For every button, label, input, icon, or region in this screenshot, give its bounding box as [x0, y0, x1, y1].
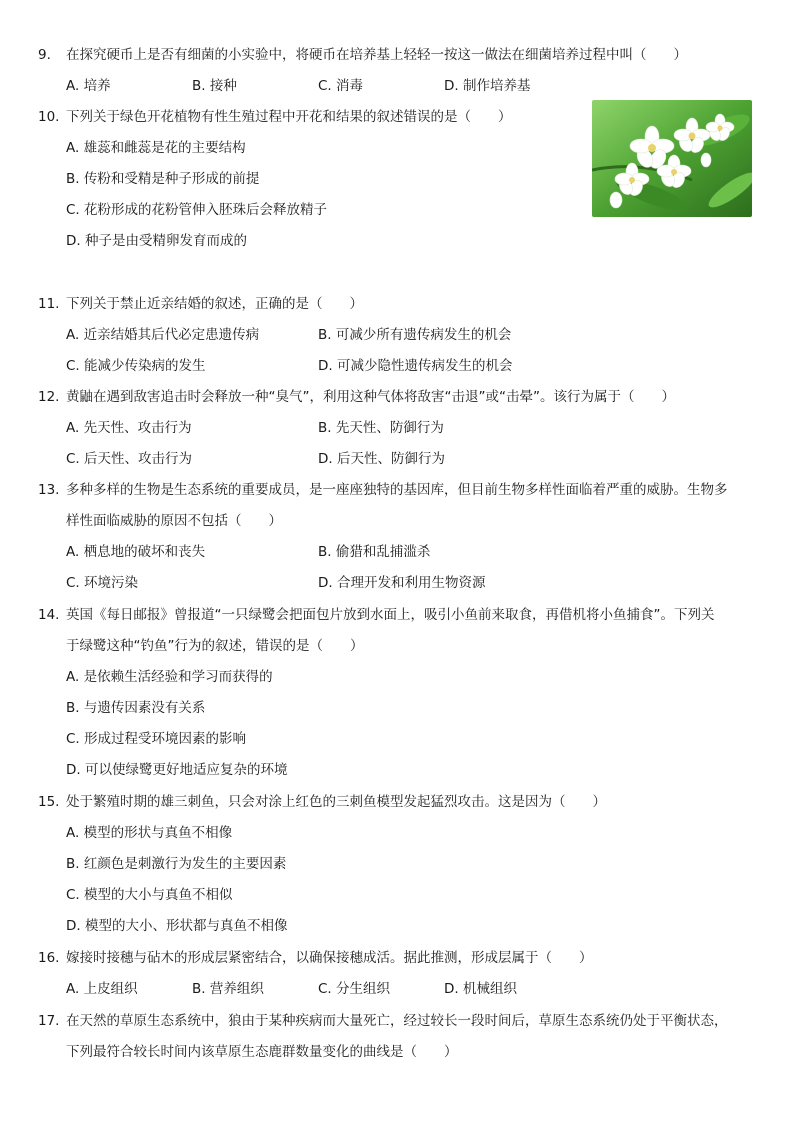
option-c: C. 环境污染 — [66, 575, 139, 591]
question-stem: 下列关于禁止近亲结婚的叙述，正确的是（ ） — [66, 296, 363, 312]
option-a: A. 近亲结婚其后代必定患遗传病 — [66, 327, 260, 343]
option-a: A. 上皮组织 — [66, 981, 138, 997]
option-c: C. 分生组织 — [318, 981, 391, 997]
option-b: B. 接种 — [192, 78, 237, 94]
option-a: A. 雄蕊和雌蕊是花的主要结构 — [66, 140, 246, 156]
question-stem: 处于繁殖时期的雄三刺鱼，只会对涂上红色的三刺鱼模型发起猛烈攻击。这是因为（ ） — [66, 794, 606, 810]
question-stem: 嫁接时接穗与砧木的形成层紧密结合，以确保接穗成活。据此推测，形成层属于（ ） — [66, 950, 593, 966]
flower-photo — [592, 100, 752, 217]
option-b: B. 与遗传因素没有关系 — [66, 700, 206, 716]
option-d: D. 合理开发和利用生物资源 — [318, 575, 486, 591]
option-a: A. 培养 — [66, 78, 111, 94]
question-stem: 下列关于绿色开花植物有性生殖过程中开花和结果的叙述错误的是（ ） — [66, 109, 512, 125]
option-b: B. 红颜色是刺激行为发生的主要因素 — [66, 856, 287, 872]
option-a: A. 先天性、攻击行为 — [66, 420, 192, 436]
question-stem-line-1: 多种多样的生物是生态系统的重要成员，是一座座独特的基因库，但目前生物多样性面临着严重的威胁。生物多 — [66, 482, 728, 498]
question-number: 10. — [38, 109, 60, 125]
option-a: A. 模型的形状与真鱼不相像 — [66, 825, 233, 841]
question-stem-line-1: 在天然的草原生态系统中，狼由于某种疾病而大量死亡，经过较长一段时间后，草原生态系统仍处于平衡状态， — [66, 1013, 728, 1029]
question-number: 9. — [38, 47, 51, 63]
option-a: A. 栖息地的破坏和丧失 — [66, 544, 206, 560]
question-stem-line-1: 英国《每日邮报》曾报道“一只绿鹭会把面包片放到水面上，吸引小鱼前来取食，再借机将小鱼捕食”。下列关 — [66, 607, 715, 623]
question-number: 14. — [38, 607, 60, 623]
option-d: D. 种子是由受精卵发育而成的 — [66, 233, 247, 249]
question-stem: 在探究硬币上是否有细菌的小实验中，将硬币在培养基上轻轻一按这一做法在细菌培养过程中叫（ ） — [66, 47, 687, 63]
option-d: D. 后天性、防御行为 — [318, 451, 445, 467]
question-number: 11. — [38, 296, 60, 312]
option-d: D. 模型的大小、形状都与真鱼不相像 — [66, 918, 288, 934]
option-d: D. 机械组织 — [444, 981, 517, 997]
question-number: 15. — [38, 794, 60, 810]
question-number: 13. — [38, 482, 60, 498]
option-c: C. 模型的大小与真鱼不相似 — [66, 887, 233, 903]
option-c: C. 后天性、攻击行为 — [66, 451, 193, 467]
option-d: D. 可减少隐性遗传病发生的机会 — [318, 358, 513, 374]
question-number: 17. — [38, 1013, 60, 1029]
option-b: B. 偷猎和乱捕滥杀 — [318, 544, 431, 560]
question-stem-line-2: 下列最符合较长时间内该草原生态鹿群数量变化的曲线是（ ） — [66, 1044, 458, 1060]
option-b: B. 传粉和受精是种子形成的前提 — [66, 171, 260, 187]
option-c: C. 花粉形成的花粉管伸入胚珠后会释放精子 — [66, 202, 328, 218]
question-stem-line-2: 于绿鹭这种“钓鱼”行为的叙述，错误的是（ ） — [66, 638, 364, 654]
option-d: D. 制作培养基 — [444, 78, 531, 94]
option-c: C. 消毒 — [318, 78, 364, 94]
option-b: B. 可减少所有遗传病发生的机会 — [318, 327, 512, 343]
question-number: 16. — [38, 950, 60, 966]
option-d: D. 可以使绿鹭更好地适应复杂的环境 — [66, 762, 288, 778]
question-stem: 黄鼬在遇到敌害追击时会释放一种“臭气”，利用这种气体将敌害“击退”或“击晕”。该行为属于（ ） — [66, 389, 675, 405]
option-b: B. 先天性、防御行为 — [318, 420, 444, 436]
option-b: B. 营养组织 — [192, 981, 264, 997]
option-a: A. 是依赖生活经验和学习而获得的 — [66, 669, 273, 685]
question-number: 12. — [38, 389, 60, 405]
option-c: C. 形成过程受环境因素的影响 — [66, 731, 247, 747]
question-stem-line-2: 样性面临威胁的原因不包括（ ） — [66, 513, 282, 529]
option-c: C. 能减少传染病的发生 — [66, 358, 206, 374]
